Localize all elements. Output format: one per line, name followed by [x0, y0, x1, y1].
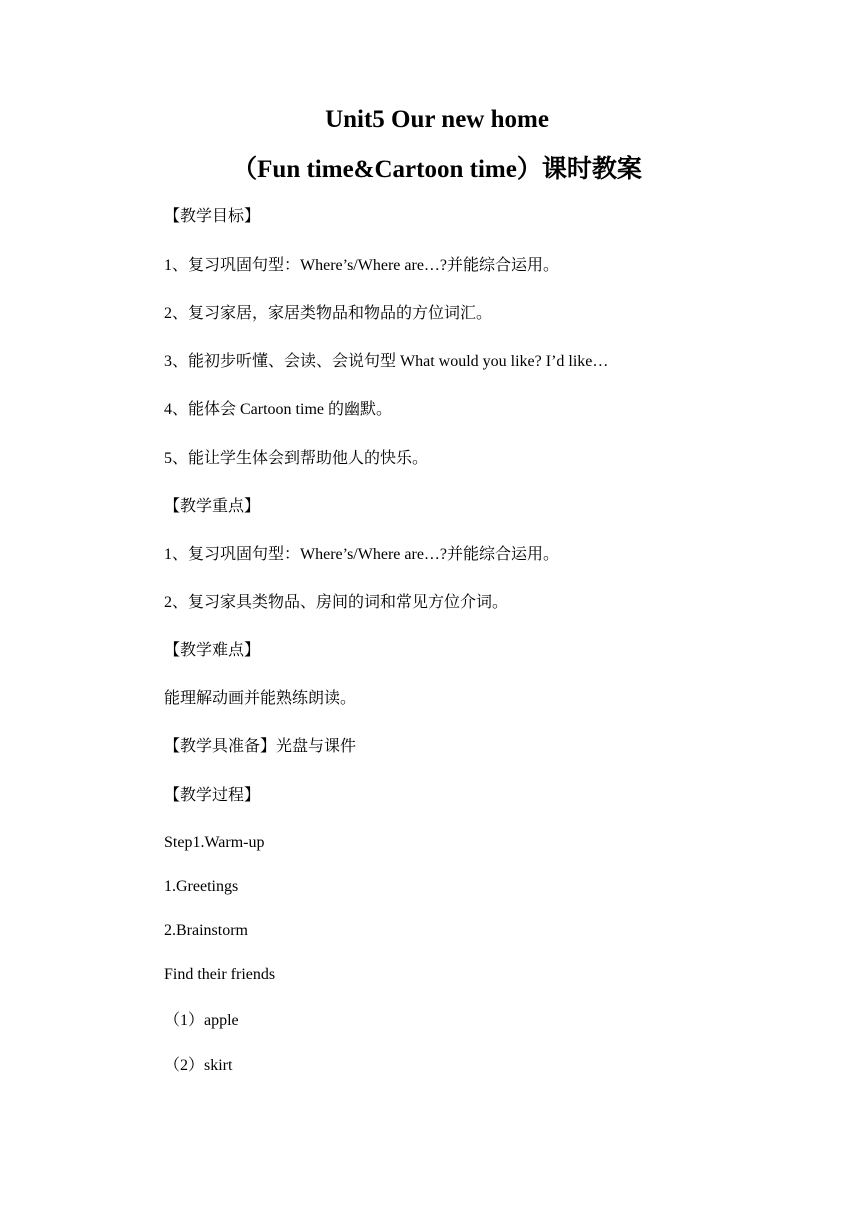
difficulty-item: 能理解动画并能熟练朗读。 — [164, 690, 357, 707]
objective-item-5: 5、能让学生体会到帮助他人的快乐。 — [164, 450, 429, 467]
section-heading-difficulties: 【教学难点】 — [164, 642, 261, 659]
objective-item-3: 3、能初步听懂、会读、会说句型 What would you like? I’d like… — [164, 353, 609, 370]
process-subitem-apple: （1）apple — [164, 1012, 239, 1029]
objective-item-2: 2、复习家居，家居类物品和物品的方位词汇。 — [164, 305, 493, 322]
section-heading-key-points: 【教学重点】 — [164, 498, 261, 515]
process-subitem-skirt: （2）skirt — [164, 1057, 233, 1074]
objective-item-4: 4、能体会 Cartoon time 的幽默。 — [164, 401, 392, 418]
process-item-greetings: 1.Greetings — [164, 878, 239, 895]
process-item-find-friends: Find their friends — [164, 966, 276, 983]
process-step-heading: Step1.Warm-up — [164, 834, 265, 851]
document-title: Unit5 Our new home — [325, 106, 549, 133]
key-point-item-1: 1、复习巩固句型：Where’s/Where are…?并能综合运用。 — [164, 546, 560, 563]
process-item-brainstorm: 2.Brainstorm — [164, 922, 248, 939]
section-heading-objectives: 【教学目标】 — [164, 208, 261, 225]
document-subtitle: （Fun time&Cartoon time）课时教案 — [232, 156, 642, 183]
objective-item-1: 1、复习巩固句型：Where’s/Where are…?并能综合运用。 — [164, 257, 560, 274]
section-heading-process: 【教学过程】 — [164, 787, 261, 804]
key-point-item-2: 2、复习家具类物品、房间的词和常见方位介词。 — [164, 594, 509, 611]
section-heading-materials: 【教学具准备】光盘与课件 — [164, 738, 357, 755]
